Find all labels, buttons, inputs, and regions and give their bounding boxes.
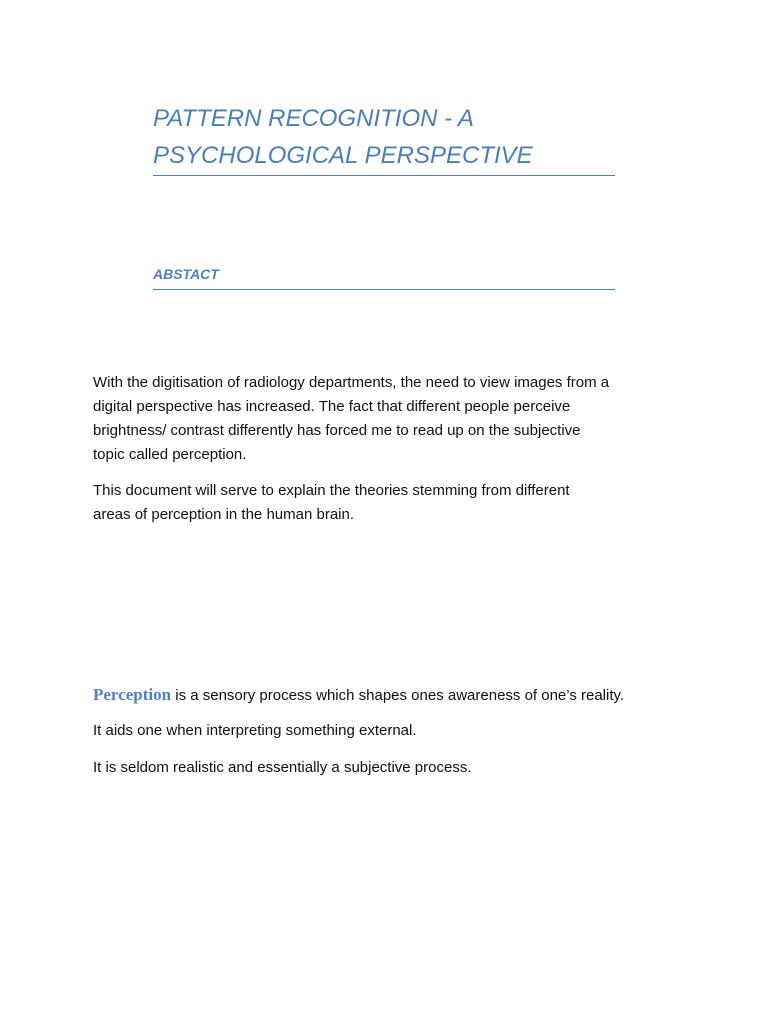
statement-paragraph-2: It is seldom realistic and essentially a subjective process. [93,759,472,776]
statement-paragraph-1: It aids one when interpreting something external. [93,722,417,739]
purpose-line: areas of perception in the human brain. [93,506,354,523]
abstract-underline-rule [153,289,615,290]
intro-line: digital perspective has increased. The fact that different people perceive [93,398,571,415]
intro-paragraph [93,371,683,467]
title-underline-rule [153,175,615,176]
purpose-line: This document will serve to explain the theories stemming from different [93,482,570,499]
document-title [153,100,615,174]
definition-paragraph [93,682,683,709]
title-line-2: PSYCHOLOGICAL PERSPECTIVE [153,142,533,169]
purpose-paragraph [93,479,683,527]
intro-line: With the digitisation of radiology departments, the need to view images from a [93,374,610,391]
definition-text: is a sensory process which shapes ones awareness of one’s reality. [171,687,625,704]
title-line-1: PATTERN RECOGNITION - A [153,105,474,132]
abstract-heading: ABSTACT [153,266,219,282]
defined-term: Perception [93,685,172,704]
intro-line: topic called perception. [93,446,247,463]
intro-line: brightness/ contrast differently has forced me to read up on the subjective [93,422,581,439]
